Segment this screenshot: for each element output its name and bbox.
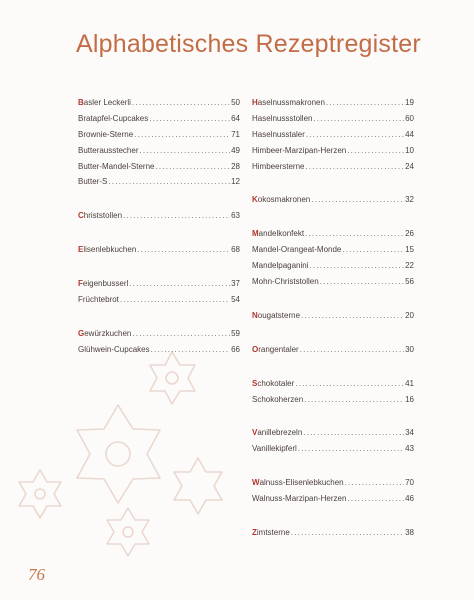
dot-leader — [306, 127, 404, 143]
recipe-name-text: ewürzkuchen — [84, 328, 132, 338]
page-reference: 64 — [231, 113, 240, 123]
recipe-name — [252, 441, 297, 457]
recipe-name — [252, 308, 300, 324]
page-reference: 34 — [405, 428, 414, 438]
recipe-name — [252, 376, 294, 392]
initial-letter: Z — [252, 528, 257, 538]
recipe-name — [78, 208, 122, 224]
page-reference: 30 — [405, 344, 414, 354]
page-reference: 37 — [231, 279, 240, 289]
dot-leader — [132, 326, 230, 342]
page-reference: 12 — [231, 177, 240, 187]
recipe-name-text: Bratapfel-Cupcakes — [78, 113, 149, 123]
recipe-name — [252, 95, 325, 111]
page-reference: 49 — [231, 145, 240, 155]
page-reference: 38 — [405, 528, 414, 538]
index-entry — [252, 258, 414, 274]
recipe-name-text: lisenlebkuchen — [83, 245, 137, 255]
group-spacer — [252, 208, 414, 226]
index-entry — [252, 425, 414, 441]
index-entry — [252, 491, 414, 507]
index-entry — [78, 276, 240, 292]
recipe-name — [252, 143, 346, 159]
recipe-name-text: Mandelpaganini — [252, 261, 309, 271]
page-reference: 41 — [405, 378, 414, 388]
page-reference: 32 — [405, 195, 414, 205]
recipe-name — [78, 174, 107, 190]
dot-leader — [313, 111, 404, 127]
recipe-name — [78, 159, 154, 175]
index-entry — [252, 392, 414, 408]
initial-letter: B — [78, 98, 84, 107]
recipe-name — [78, 326, 131, 342]
recipe-name-text: Mohn-Christstollen — [252, 277, 319, 287]
index-entry — [252, 376, 414, 392]
page-reference: 16 — [405, 394, 414, 404]
recipe-name — [78, 342, 150, 358]
dot-leader — [320, 274, 404, 290]
dot-leader — [347, 491, 404, 507]
dot-leader — [305, 159, 404, 175]
initial-letter: H — [252, 98, 258, 107]
dot-leader — [137, 242, 230, 258]
recipe-name — [78, 276, 128, 292]
dot-leader — [303, 425, 404, 441]
recipe-name — [252, 392, 303, 408]
recipe-name — [252, 258, 309, 274]
page-reference: 50 — [231, 98, 240, 107]
page-reference: 26 — [405, 229, 414, 239]
recipe-name-text: Mandel-Orangeat-Monde — [252, 245, 342, 255]
recipe-name-text: Haselnussstollen — [252, 113, 313, 123]
index-entry — [78, 292, 240, 308]
initial-letter: E — [78, 245, 84, 255]
recipe-name-text: hriststollen — [83, 211, 123, 221]
dot-leader — [132, 95, 230, 111]
dot-leader — [326, 95, 404, 111]
initial-letter: K — [252, 195, 258, 205]
page-reference: 68 — [231, 245, 240, 255]
index-entry — [252, 308, 414, 324]
initial-letter: S — [252, 378, 258, 388]
recipe-name-text: imtsterne — [256, 528, 290, 538]
index-entry — [252, 525, 414, 541]
star-outline-right — [174, 458, 222, 514]
recipe-name — [252, 475, 344, 491]
recipe-name-text: Butter-Mandel-Sterne — [78, 161, 155, 171]
group-spacer — [78, 224, 240, 242]
dot-leader — [155, 159, 230, 175]
index-entry — [252, 159, 414, 175]
initial-letter: C — [78, 211, 84, 221]
initial-letter: M — [252, 229, 259, 239]
dot-leader — [311, 192, 404, 208]
page-reference: 70 — [405, 478, 414, 488]
recipe-name-text: Vanillekipferl — [252, 444, 297, 454]
page-reference: 66 — [231, 344, 240, 354]
dot-leader — [108, 174, 230, 190]
page-reference: 20 — [405, 310, 414, 320]
recipe-name-text: Walnuss-Marzipan-Herzen — [252, 494, 347, 504]
recipe-name — [78, 127, 133, 143]
star-center-large — [106, 442, 130, 466]
dot-leader — [301, 308, 404, 324]
index-entry — [252, 475, 414, 491]
recipe-name-text: Butter-S — [78, 177, 108, 187]
star-center-left — [35, 489, 45, 499]
recipe-name-text: ougatsterne — [257, 310, 301, 320]
recipe-name — [252, 491, 346, 507]
recipe-name-text: Brownie-Sterne — [78, 129, 134, 139]
dot-leader — [305, 226, 404, 242]
index-column-right — [252, 95, 414, 541]
index-entry — [78, 174, 240, 190]
recipe-name-text: eigenbusserl — [82, 279, 129, 289]
recipe-name-text: andelkonfekt — [258, 229, 305, 239]
page-reference: 28 — [231, 161, 240, 171]
recipe-name — [252, 111, 312, 127]
index-entry — [78, 159, 240, 175]
dot-leader — [291, 525, 404, 541]
index-entry — [252, 342, 414, 358]
initial-letter: V — [252, 428, 258, 438]
page-reference: 10 — [405, 145, 414, 155]
group-spacer — [78, 190, 240, 208]
recipe-name-text: Glühwein-Cupcakes — [78, 344, 150, 354]
recipe-name — [252, 342, 299, 358]
recipe-name-text: alnuss-Elisenlebkuchen — [259, 478, 344, 488]
page-reference: 46 — [405, 494, 414, 504]
index-entry — [252, 127, 414, 143]
group-spacer — [78, 308, 240, 326]
page-reference: 43 — [405, 444, 414, 454]
recipe-name — [78, 111, 148, 127]
page-reference: 56 — [405, 277, 414, 287]
recipe-name — [78, 242, 136, 258]
recipe-name — [252, 159, 304, 175]
index-entry — [78, 143, 240, 159]
star-center-bottom — [123, 527, 133, 537]
dot-leader — [304, 392, 404, 408]
group-spacer — [252, 358, 414, 376]
index-entry — [78, 208, 240, 224]
dot-leader — [295, 376, 404, 392]
dot-leader — [123, 208, 230, 224]
dot-leader — [151, 342, 231, 358]
dot-leader — [310, 258, 405, 274]
page-reference: 59 — [231, 328, 240, 338]
recipe-name — [252, 525, 290, 541]
group-spacer — [252, 457, 414, 475]
group-spacer — [252, 507, 414, 525]
group-spacer — [252, 290, 414, 308]
initial-letter: N — [252, 310, 258, 320]
dot-leader — [120, 292, 230, 308]
recipe-name — [252, 274, 319, 290]
dot-leader — [129, 276, 230, 292]
group-spacer — [252, 407, 414, 425]
page-reference: 15 — [405, 245, 414, 255]
group-spacer — [78, 258, 240, 276]
index-entry — [252, 143, 414, 159]
recipe-name-text: Haselnusstaler — [252, 129, 305, 139]
page-reference: 22 — [405, 261, 414, 271]
page-title: Alphabetisches Rezeptregister — [76, 30, 421, 58]
dot-leader — [149, 111, 230, 127]
index-entry — [78, 127, 240, 143]
index-entry — [252, 242, 414, 258]
page-reference: 54 — [231, 295, 240, 305]
page-number: 76 — [28, 565, 45, 584]
page-reference: 24 — [405, 161, 414, 171]
group-spacer — [252, 324, 414, 342]
recipe-name-text: Himbeer-Marzipan-Herzen — [252, 145, 347, 155]
recipe-name — [252, 226, 304, 242]
recipe-name — [252, 192, 310, 208]
recipe-name — [252, 425, 302, 441]
index-entry — [252, 95, 414, 111]
recipe-name-text: asler Leckerli — [83, 98, 131, 107]
recipe-name-text: anillebrezeln — [257, 428, 303, 438]
page-reference: 60 — [405, 113, 414, 123]
initial-letter: G — [78, 328, 85, 338]
recipe-name-text: okosmakronen — [257, 195, 311, 205]
recipe-name-text: chokotaler — [257, 378, 295, 388]
index-entry — [252, 274, 414, 290]
dot-leader — [347, 143, 404, 159]
star-outline-left — [19, 470, 61, 518]
recipe-name — [78, 143, 138, 159]
recipe-name-text: Schokoherzen — [252, 394, 304, 404]
group-spacer — [252, 174, 414, 192]
index-entry — [78, 242, 240, 258]
index-entry — [78, 95, 240, 111]
recipe-name — [78, 95, 131, 111]
recipe-name-text: Butterausstecher — [78, 145, 139, 155]
page-reference: 44 — [405, 129, 414, 139]
index-entry — [78, 326, 240, 342]
star-center-top — [166, 372, 178, 384]
index-entry — [78, 111, 240, 127]
recipe-name-text: aselnussmakronen — [257, 98, 325, 107]
initial-letter: O — [252, 344, 259, 354]
dot-leader — [342, 242, 404, 258]
star-outline-top — [150, 352, 195, 404]
recipe-name — [78, 292, 119, 308]
recipe-name-text: Himbeersterne — [252, 161, 305, 171]
initial-letter: W — [252, 478, 260, 488]
index-entry — [78, 342, 240, 358]
index-entry — [252, 226, 414, 242]
recipe-name-text: rangentaler — [258, 344, 299, 354]
recipe-name — [252, 242, 341, 258]
star-outline-large — [77, 405, 160, 503]
recipe-name — [252, 127, 305, 143]
dot-leader — [345, 475, 404, 491]
index-column-left — [78, 95, 240, 358]
dot-leader — [139, 143, 230, 159]
page-reference: 19 — [405, 98, 414, 107]
index-entry — [252, 192, 414, 208]
dot-leader — [300, 342, 404, 358]
page-reference: 63 — [231, 211, 240, 221]
page-reference: 71 — [231, 129, 240, 139]
recipe-name-text: Früchtebrot — [78, 295, 119, 305]
index-entry — [252, 111, 414, 127]
index-entry — [252, 441, 414, 457]
dot-leader — [134, 127, 230, 143]
star-outline-bottom — [107, 508, 149, 556]
initial-letter: F — [78, 279, 83, 289]
dot-leader — [298, 441, 404, 457]
